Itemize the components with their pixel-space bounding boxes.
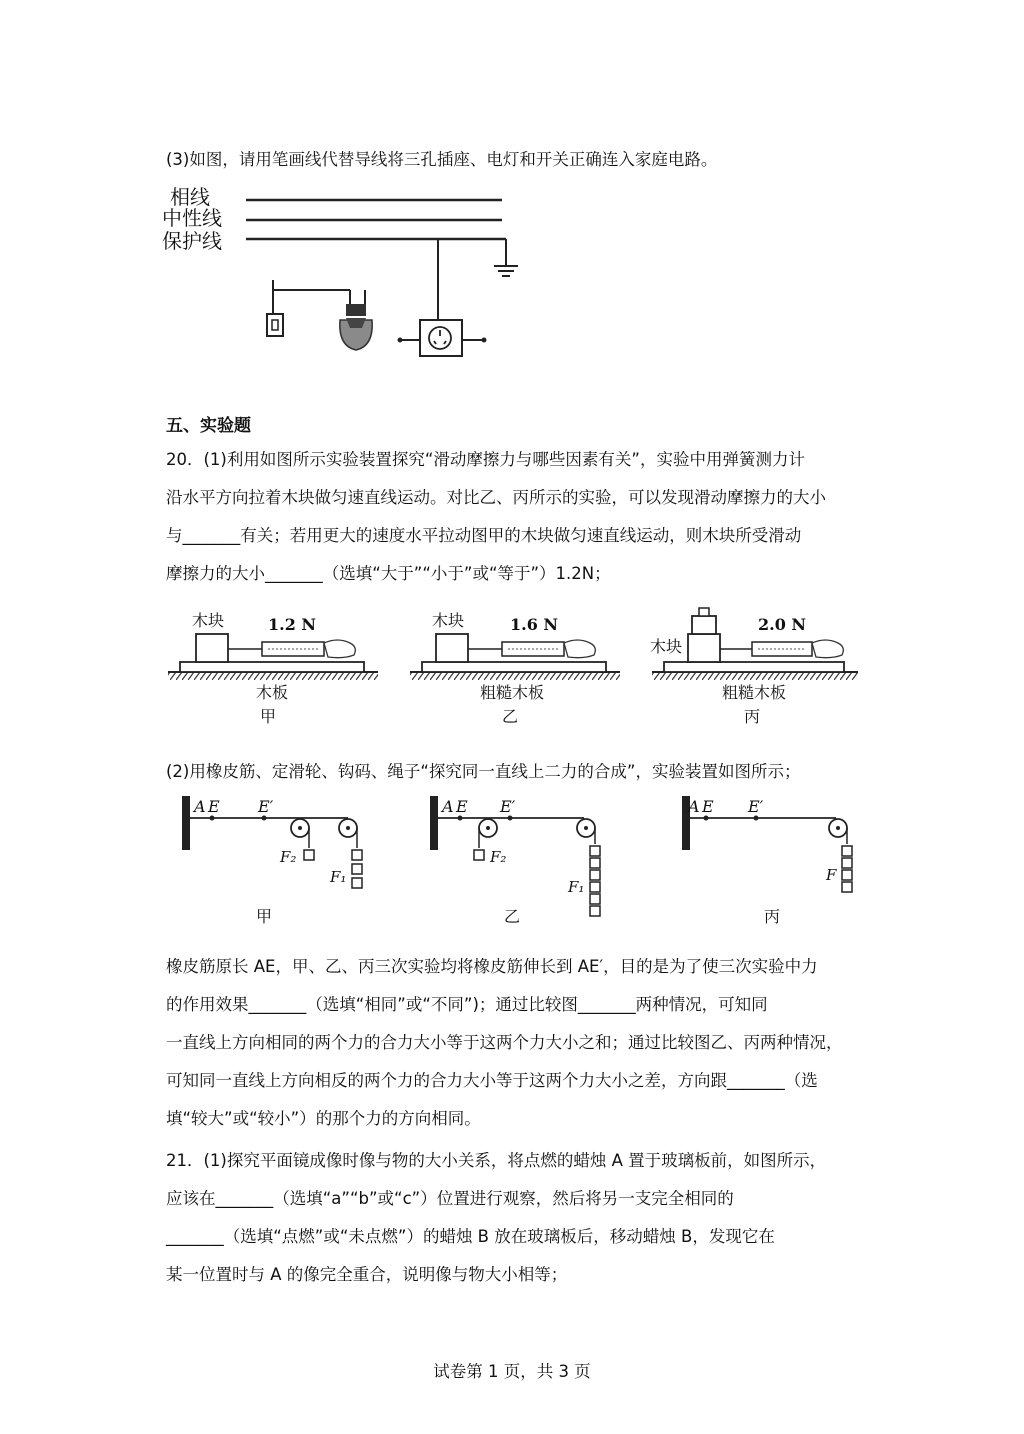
force-panel-bing [682,796,852,926]
f1-label: F₁ [330,868,347,886]
force-panel-jia [182,796,362,926]
friction-panel-jia [168,611,378,726]
point-e-prime-label: E′ [500,797,516,816]
surface-label: 粗糙木板 [722,683,787,702]
block-label: 木块 [650,637,683,656]
wood-block [196,634,228,662]
hook-weight [304,850,314,860]
block-label: 木块 [432,611,465,630]
force-panel-yi [430,796,600,926]
friction-panel-bing [650,608,858,726]
switch-icon [267,280,350,336]
panel-caption: 丙 [764,907,781,926]
panel-caption: 乙 [502,707,519,726]
point-e-prime-label: E′ [748,797,764,816]
q20-part2-line: (2)用橡皮筋、定滑轮、钩码、绳子“探究同一直线上二力的合成”，实验装置如图所示； [166,762,801,781]
point-e-label: E [456,797,468,816]
q21-line-4: 某一位置时与 A 的像完全重合，说明像与物大小相等； [166,1265,568,1284]
q20-line-3: 与_______有关；若用更大的速度水平拉动图甲的木块做匀速直线运动，则木块所受滑动 [166,526,802,545]
q20-part2-line-1: 橡皮筋原长 AE，甲、乙、丙三次实验均将橡皮筋伸长到 AE′，目的是为了使三次实验中力 [166,957,818,976]
point-a-label: A [688,797,700,816]
friction-panel-yi [410,611,620,726]
live-wire-label: 相线 [170,185,210,209]
q20-part2-line-3: 一直线上方向相同的两个力的合力大小等于这两个力大小之和；通过比较图乙、丙两种情况， [166,1033,843,1052]
point-e-label: E [208,797,220,816]
hand-icon [324,640,355,658]
f1-label: F₁ [568,878,585,896]
three-hole-socket-icon [398,239,487,356]
wood-block [436,634,468,662]
f-label: F [826,866,837,884]
q20-line-2: 沿水平方向拉着木块做匀速直线运动。对比乙、丙所示的实验，可以发现滑动摩擦力的大小 [166,488,826,507]
force-combination-figure [176,792,866,932]
q21-line-2: 应该在_______（选填“a”“b”或“c”）位置进行观察，然后将另一支完全相同的 [166,1189,734,1208]
hand-icon [812,640,843,658]
panel-caption: 乙 [504,907,521,926]
lamp-icon [340,290,372,350]
point-e-label: E [702,797,714,816]
force-reading: 1.6 N [510,615,559,634]
page-footer: 试卷第 1 页，共 3 页 [433,1362,591,1381]
q21-line-1: 21．(1)探究平面镜成像时像与物的大小关系，将点燃的蜡烛 A 置于玻璃板前，如图所示， [166,1151,827,1170]
wood-block [688,634,720,662]
q20-part2-line-4: 可知同一直线上方向相反的两个力的合力大小等于这两个力大小之差，方向跟_______（选 [166,1071,818,1090]
earth-icon [494,239,518,276]
q19-part3-text: (3)如图，请用笔画线代替导线将三孔插座、电灯和开关正确连入家庭电路。 [166,150,718,169]
point-a-label: A [442,797,454,816]
q21-line-3: _______（选填“点燃”或“未点燃”）的蜡烛 B 放在玻璃板后，移动蜡烛 B，发现它在 [166,1227,775,1246]
ground-wire-label: 保护线 [162,229,222,253]
q20-part2-line-2: 的作用效果_______（选填“相同”或“不同”)；通过比较图_______两种情况，可知同 [166,995,768,1014]
section-heading: 五、实验题 [166,416,251,436]
friction-experiment-figure [164,600,864,730]
point-a-label: A [194,797,206,816]
hand-icon [564,640,595,658]
neutral-wire-label: 中性线 [162,206,222,230]
household-circuit-figure [162,178,530,358]
force-reading: 2.0 N [758,615,807,634]
panel-caption: 丙 [744,707,761,726]
block-label: 木块 [192,611,225,630]
point-e-prime-label: E′ [258,797,274,816]
surface-label: 粗糙木板 [480,683,545,702]
q20-line-1: 20．(1)利用如图所示实验装置探究“滑动摩擦力与哪些因素有关”，实验中用弹簧测力计 [166,450,805,469]
force-reading: 1.2 N [268,615,317,634]
q20-part2-line-5: 填“较大”或“较小”）的那个力的方向相同。 [166,1109,481,1128]
f2-label: F₂ [280,848,297,866]
q20-line-4: 摩擦力的大小_______（选填“大于”“小于”或“等于”）1.2N； [166,564,611,583]
panel-caption: 甲 [256,907,273,926]
f2-label: F₂ [490,848,507,866]
panel-caption: 甲 [260,707,277,726]
weight-block [692,616,716,634]
surface-label: 木板 [256,683,289,702]
